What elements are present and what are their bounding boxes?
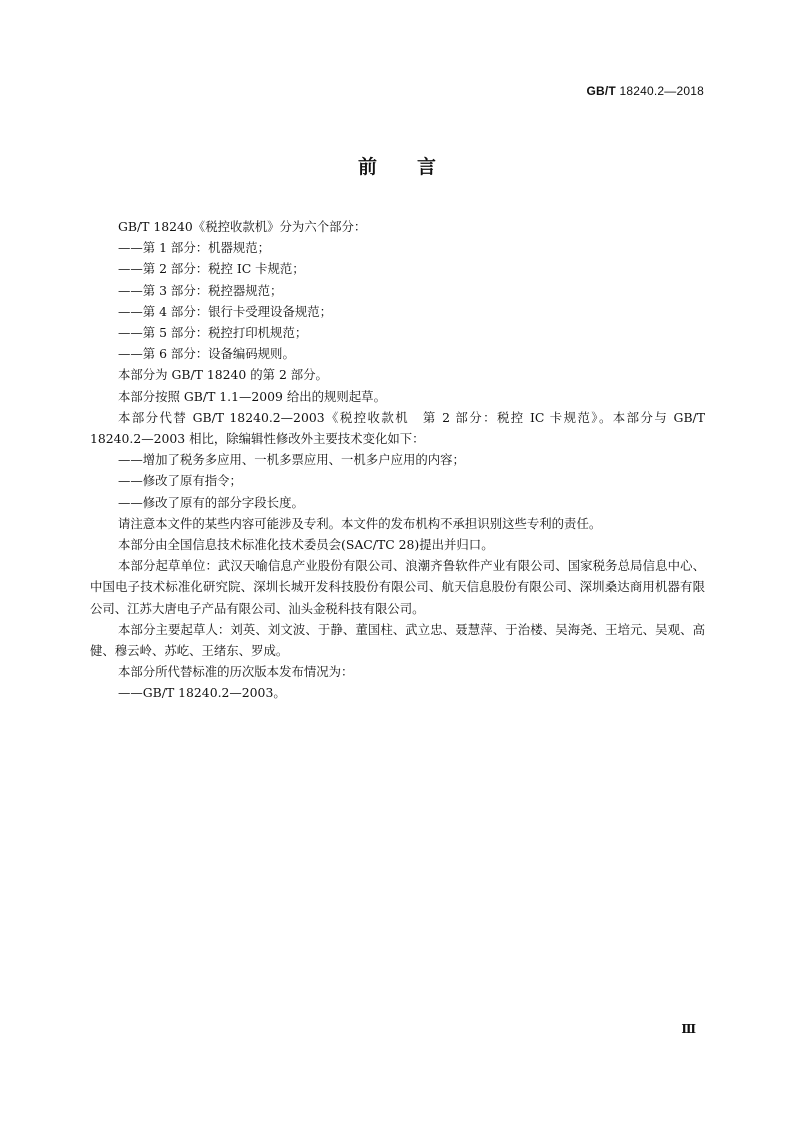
list-item: ——第 4 部分：银行卡受理设备规范； bbox=[118, 303, 333, 319]
changes-list bbox=[90, 449, 705, 513]
this-part-paragraph: 本部分为 GB/T 18240 的第 2 部分。 bbox=[118, 367, 328, 383]
history-list bbox=[90, 682, 705, 703]
parts-list bbox=[90, 237, 705, 364]
list-item: ——GB/T 18240.2—2003。 bbox=[118, 685, 286, 701]
list-item: ——第 6 部分：设备编码规则。 bbox=[118, 346, 295, 362]
list-item: ——修改了原有指令； bbox=[118, 473, 242, 489]
page-title: 前言 bbox=[357, 156, 476, 178]
replaces-paragraph: 本部分代替 GB/T 18240.2—2003《税控收款机 第 2 部分：税控 IC 卡规范》。本部分与 GB/T 18240.2—2003 相比，除编辑性修改外主要技术变化如下： bbox=[90, 409, 705, 447]
page-number: Ⅲ bbox=[681, 1022, 696, 1036]
list-item: ——第 2 部分：税控 IC 卡规范； bbox=[118, 261, 305, 277]
standard-code-number: 18240.2—2018 bbox=[619, 84, 704, 98]
list-item: ——增加了税务多应用、一机多票应用、一机多户应用的内容； bbox=[118, 452, 465, 468]
foreword-body bbox=[90, 216, 705, 704]
list-item: ——第 1 部分：机器规范； bbox=[118, 240, 271, 256]
list-item: ——第 5 部分：税控打印机规范； bbox=[118, 325, 308, 341]
drafting-units-paragraph: 本部分起草单位：武汉天喻信息产业股份有限公司、浪潮齐鲁软件产业有限公司、国家税务总局信息中心、中国电子技术标准化研究院、深圳长城开发科技股份有限公司、航天信息股份有限公司、深圳桑达商用机器有限公司、江苏大唐电子产品有限公司、汕头金税科技有限公司。 bbox=[90, 558, 705, 616]
list-item: ——第 3 部分：税控器规范； bbox=[118, 282, 283, 298]
patent-notice-paragraph: 请注意本文件的某些内容可能涉及专利。本文件的发布机构不承担识别这些专利的责任。 bbox=[118, 515, 602, 531]
standard-code bbox=[587, 84, 705, 98]
drafting-rule-paragraph: 本部分按照 GB/T 1.1—2009 给出的规则起草。 bbox=[118, 388, 386, 404]
standard-code-prefix: GB/T bbox=[586, 84, 616, 98]
drafters-paragraph: 本部分主要起草人：刘英、刘文波、于静、董国柱、武立忠、聂慧萍、于治楼、吴海尧、王培元、吴观、高健、穆云岭、苏屹、王绪东、罗成。 bbox=[90, 621, 705, 659]
list-item: ——修改了原有的部分字段长度。 bbox=[118, 494, 304, 510]
history-intro-paragraph: 本部分所代替标准的历次版本发布情况为： bbox=[118, 664, 354, 680]
intro-paragraph: GB/T 18240《税控收款机》分为六个部分： bbox=[118, 219, 367, 234]
proposed-by-paragraph: 本部分由全国信息技术标准化技术委员会(SAC/TC 28)提出并归口。 bbox=[118, 537, 494, 553]
